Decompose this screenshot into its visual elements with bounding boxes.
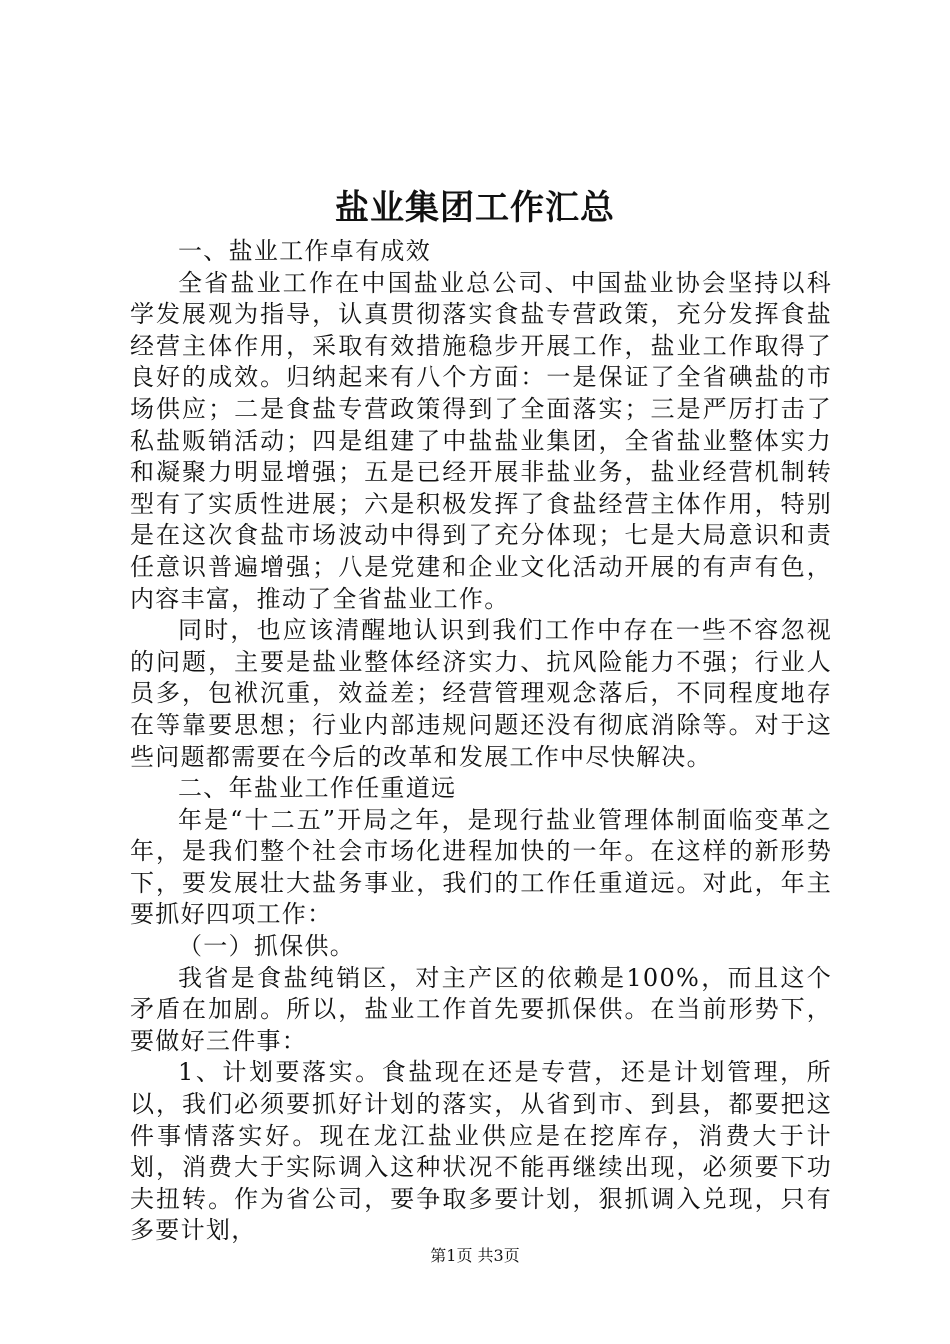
section-heading-2: 二、年盐业工作任重道远 (178, 774, 457, 803)
paragraph-achievements: 全省盐业工作在中国盐业总公司、中国盐业协会坚持以科学发展观为指导，认真贯彻落实食盐专营政策，充分发挥食盐经营主体作用，采取有效措施稳步开展工作，盐业工作取得了良好的成效。归纳起来有八个方面：一是保证了全省碘盐的市场供应；二是食盐专营政策得到了全面落实；三是严厉打击了私盐贩销活动；四是组建了中盐盐业集团，全省盐业整体实力和凝聚力明显增强；五是已经开展非盐业务，盐业经营机制转型有了实质性进展；六是积极发挥了食盐经营主体作用，特别是在这次食盐市场波动中得到了充分体现；七是大局意识和责任意识普遍增强；八是党建和企业文化活动开展的有声有色，内容丰富，推动了全省盐业工作。 (130, 268, 832, 613)
paragraph-tasks-intro: 年是“十二五”开局之年，是现行盐业管理体制面临变革之年，是我们整个社会市场化进程加快的一年。在这样的新形势下，要发展壮大盐务事业，我们的工作任重道远。对此，年主要抓好四项工作： (130, 805, 832, 929)
paragraph-supply: 我省是食盐纯销区，对主产区的依赖是100%，而且这个矛盾在加剧。所以，盐业工作首先要抓保供。在当前形势下，要做好三件事： (130, 963, 832, 1055)
document-body (130, 236, 832, 1247)
document-title: 盐业集团工作汇总 (335, 188, 615, 228)
paragraph-problems: 同时，也应该清醒地认识到我们工作中存在一些不容忽视的问题，主要是盐业整体经济实力、抗风险能力不强；行业人员多，包袱沉重，效益差；经营管理观念落后，不同程度地存在等靠要思想；行业内部违规问题还没有彻底消除等。对于这些问题都需要在今后的改革和发展工作中尽快解决。 (130, 616, 832, 771)
subsection-heading-supply: （一）抓保供。 (178, 932, 356, 961)
page-footer: 第1页 共3页 (430, 1246, 520, 1265)
paragraph-plan: 1、计划要落实。食盐现在还是专营，还是计划管理，所以，我们必须要抓好计划的落实，从省到市、到县，都要把这件事情落实好。现在龙江盐业供应是在挖库存，消费大于计划，消费大于实际调入这种状况不能再继续出现，必须要下功夫扭转。作为省公司，要争取多要计划，狠抓调入兑现，只有多要计划， (130, 1058, 832, 1245)
section-heading-1: 一、盐业工作卓有成效 (178, 237, 431, 265)
